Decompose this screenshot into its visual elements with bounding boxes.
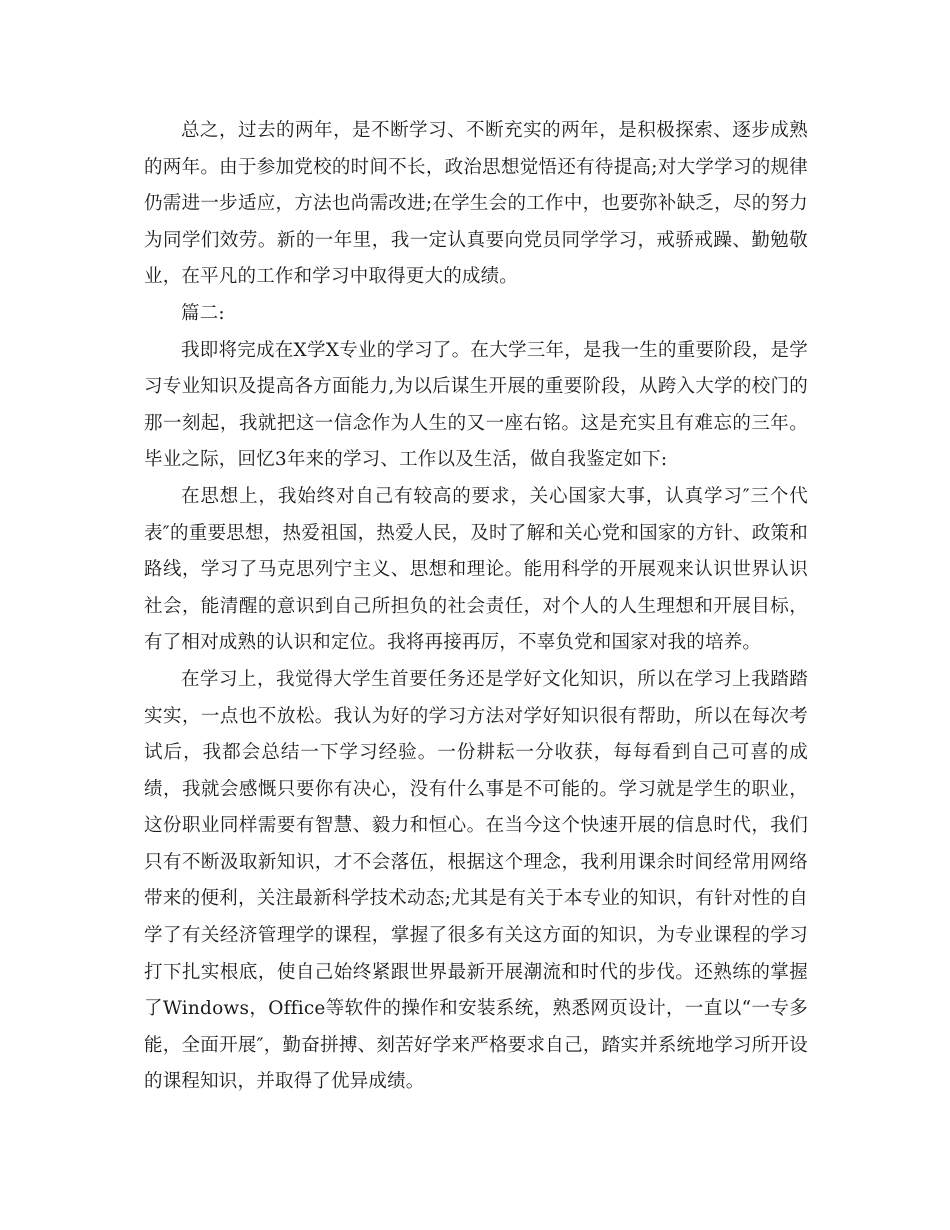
paragraph-ideology: 在思想上，我始终对自己有较高的要求，关心国家大事，认真学习″三个代表″的重要思想，热爱祖国，热爱人民，及时了解和关心党和国家的方针、政策和路线，学习了马克思列宁主义、思想和理论。能用科学的开展观来认识世界认识社会，能清醒的意识到自己所担负的社会责任，对个人的人生理想和开展目标，有了相对成熟的认识和定位。我将再接再厉，不辜负党和国家对我的培养。 bbox=[144, 485, 808, 654]
document-body bbox=[144, 113, 808, 1101]
section-heading-part-two: 篇二: bbox=[181, 302, 225, 324]
paragraph-summary: 总之，过去的两年，是不断学习、不断充实的两年，是积极探索、逐步成熟的两年。由于参加党校的时间不长，政治思想觉悟还有待提高;对大学学习的规律仍需进一步适应，方法也尚需改进;在学生会的工作中，也要弥补缺乏，尽的努力为同学们效劳。新的一年里，我一定认真要向党员同学学习，戒骄戒躁、勤勉敬业，在平凡的工作和学习中取得更大的成绩。 bbox=[144, 120, 808, 288]
paragraph-study: 在学习上，我觉得大学生首要任务还是学好文化知识，所以在学习上我踏踏实实，一点也不放松。我认为好的学习方法对学好知识很有帮助，所以在每次考试后，我都会总结一下学习经验。一份耕耘一分收获，每每看到自己可喜的成绩，我就会感慨只要你有决心，没有什么事是不可能的。学习就是学生的职业，这份职业同样需要有智慧、毅力和恒心。在当今这个快速开展的信息时代，我们只有不断汲取新知识，才不会落伍，根据这个理念，我利用课余时间经常用网络带来的便利，关注最新科学技术动态;尤其是有关于本专业的知识，有针对性的自学了有关经济管理学的课程，掌握了很多有关这方面的知识，为专业课程的学习打下扎实根底，使自己始终紧跟世界最新开展潮流和时代的步伐。还熟练的掌握了Windows，Office等软件的操作和安装系统，熟悉网页设计，一直以“一专多能，全面开展″，勤奋拼搏、刻苦好学来严格要求自己，踏实并系统地学习所开设的课程知识，并取得了优异成绩。 bbox=[144, 668, 808, 1093]
paragraph-introduction: 我即将完成在X学X专业的学习了。在大学三年，是我一生的重要阶段，是学习专业知识及提高各方面能力,为以后谋生开展的重要阶段，从跨入大学的校门的那一刻起，我就把这一信念作为人生的又一座右铭。这是充实且有难忘的三年。毕业之际，回忆3年来的学习、工作以及生活，做自我鉴定如下: bbox=[144, 339, 808, 471]
